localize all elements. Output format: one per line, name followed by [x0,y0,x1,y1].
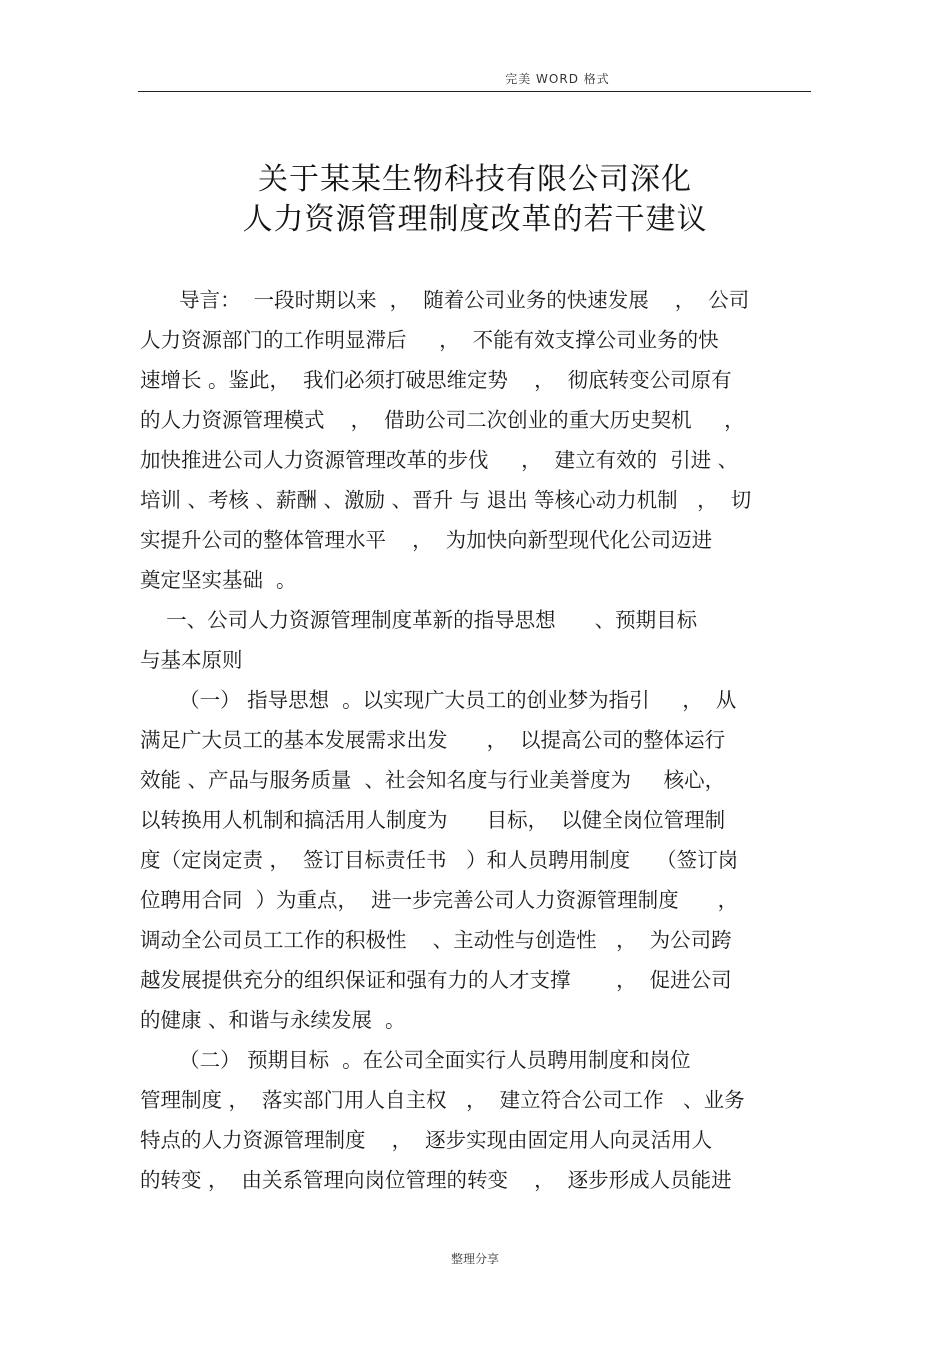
text-line: 导言： 一段时期以来 ， 随着公司业务的快速发展 ， 公司 [140,288,750,312]
text-line: 越发展提供充分的组织保证和强有力的人才支撑 ， 促进公司 [140,968,732,992]
title-line-2: 人力资源管理制度改革的若干建议 [242,202,708,237]
text-line: 满足广大员工的基本发展需求出发 ， 以提高公司的整体运行 [140,728,726,752]
text-line: 培训 、考核 、薪酬 、激励 、晋升 与 退出 等核心动力机制 ， 切 [140,488,752,512]
text-line: 的健康 、和谐与永续发展 。 [140,1008,406,1032]
text-line: 的人力资源管理模式 ， 借助公司二次创业的重大历史契机 ， [140,408,745,432]
page-header: 完美 WORD 格式 [505,72,610,86]
text-line: 的转变 ， 由关系管理向岗位管理的转变 ， 逐步形成人员能进 [140,1168,732,1192]
header-rule [138,91,811,92]
text-line: 速增长 。鉴此， 我们必须打破思维定势 ， 彻底转变公司原有 [140,368,732,392]
text-line: 特点的人力资源管理制度 ， 逐步实现由固定用人向灵活用人 [140,1128,713,1152]
text-line: 奠定坚实基础 。 [140,568,297,592]
section-heading: 与基本原则 [140,648,243,672]
text-line: 位聘用合同 ）为重点， 进一步完善公司人力资源管理制度 ， [140,888,739,912]
text-line: 管理制度 ， 落实部门用人自主权 ， 建立符合公司工作 、业务 [140,1088,745,1112]
text-line: 实提升公司的整体管理水平 ， 为加快向新型现代化公司迈进 [140,528,713,552]
document-body [140,280,810,1200]
text-line: （二） 预期目标 。在公司全面实行人员聘用制度和岗位 [140,1048,691,1072]
section-heading: 一、公司人力资源管理制度革新的指导思想 、预期目标 [140,608,698,632]
text-line: 调动全公司员工工作的积极性 、主动性与创造性 ， 为公司跨 [140,928,732,952]
text-line: 以转换用人机制和搞活用人制度为 目标， 以健全岗位管理制 [140,808,726,832]
text-line: 加快推进公司人力资源管理改革的步伐 ， 建立有效的 引进 、 [140,448,739,472]
document-title [0,160,950,240]
text-line: （一） 指导思想 。以实现广大员工的创业梦为指引 ， 从 [140,688,737,712]
text-line: 效能 、产品与服务质量 、社会知名度与行业美誉度为 核心， [140,768,726,792]
title-line-1: 关于某某生物科技有限公司深化 [258,162,692,197]
page-footer: 整理分享 [450,1252,499,1266]
text-line: 人力资源部门的工作明显滞后 ， 不能有效支撑公司业务的快 [140,328,719,352]
text-line: 度（定岗定责 ， 签订目标责任书 ）和人员聘用制度 （签订岗 [140,848,739,872]
